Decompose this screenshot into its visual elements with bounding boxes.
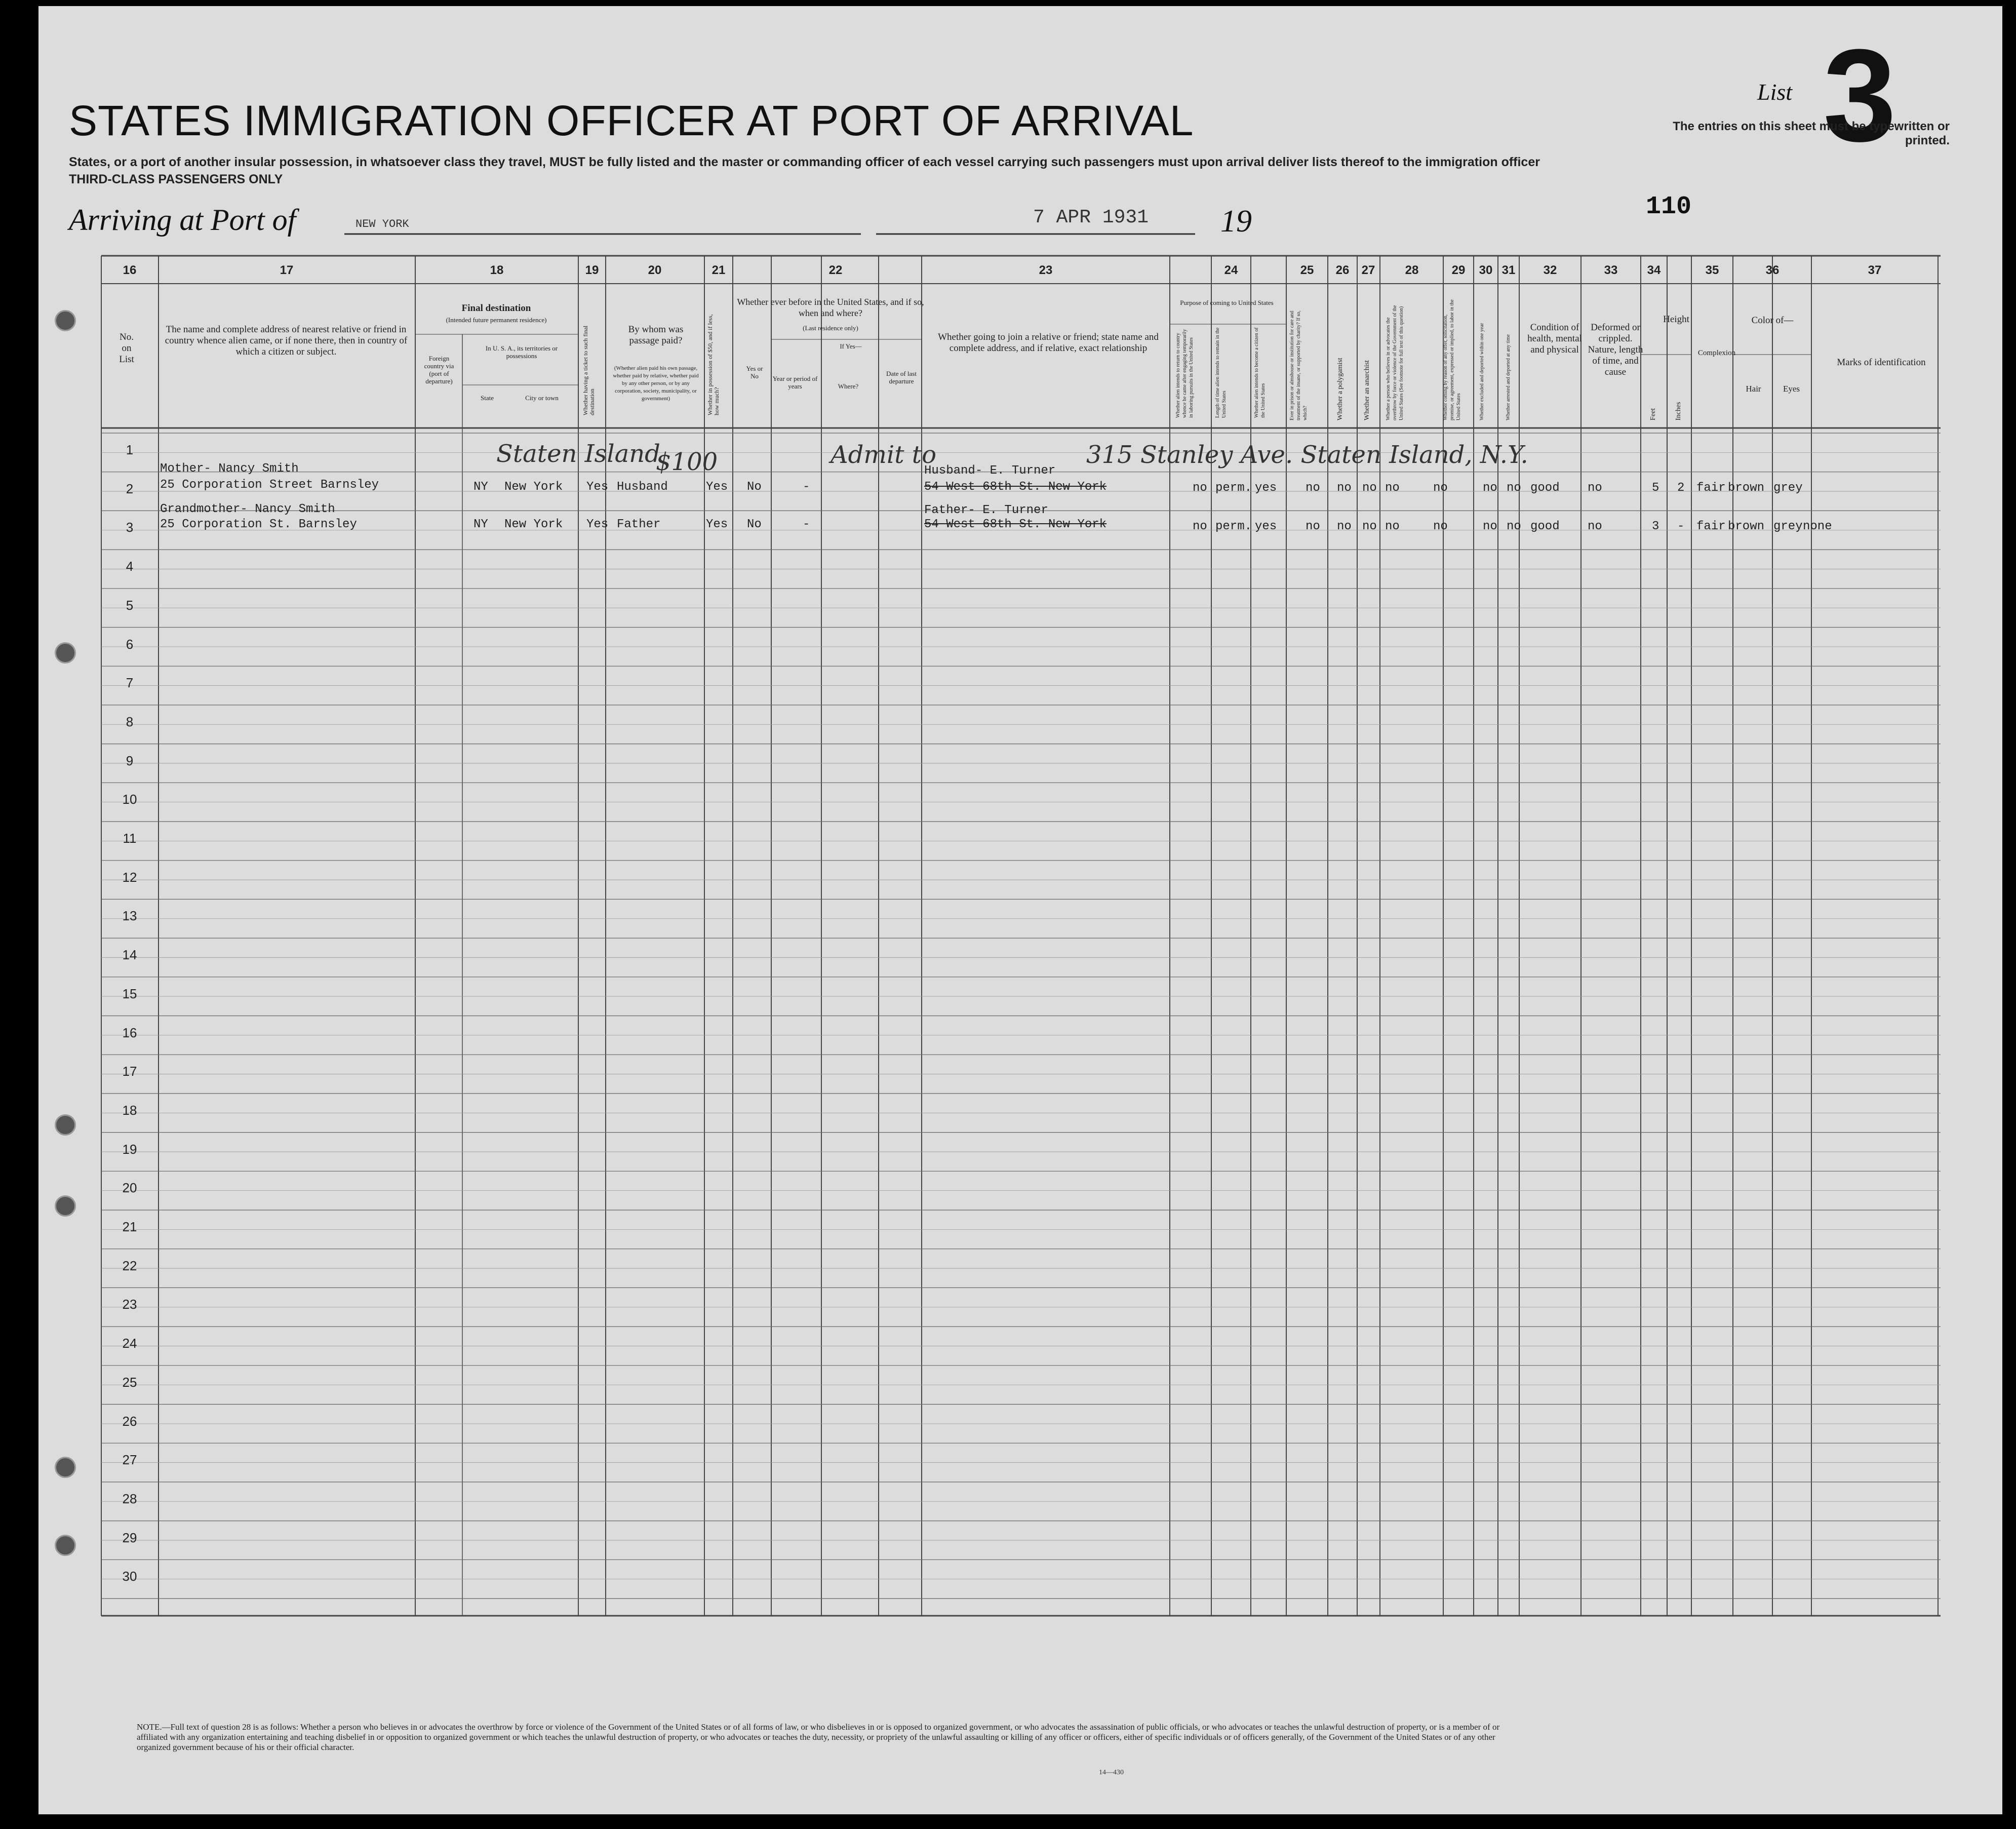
column-number: 28 [1405,263,1419,277]
row-number: 8 [126,714,134,729]
header-eyes: Eyes [1783,384,1800,394]
row2-ticket: Yes [586,518,609,531]
row1-year: - [803,480,810,494]
header-year-period: Year or period of years [772,375,818,390]
column-number: 16 [123,263,137,277]
row1-eyes: grey [1773,481,1803,495]
row-number: 1 [126,442,134,457]
header-ever-before: Whether ever before in the United States, and if so, when and where? [737,297,924,318]
row1-ticket: Yes [586,480,609,494]
row1-city: New York [504,480,563,494]
header-foreign-country: Foreign country via (port of departure) [424,355,454,385]
row1-hair: brown [1728,481,1765,495]
row-number: 7 [126,675,134,691]
row-number: 2 [126,481,134,496]
header-feet: Feet [1649,408,1657,420]
row2-polygamist: no [1337,520,1352,533]
row1-deformed: no [1588,481,1602,495]
header-passage-paid: By whom was passage paid? [628,324,684,346]
header-no-on-list: No. on List [119,332,134,365]
row2-state: NY [473,518,488,531]
row2-possession: Yes [706,518,728,531]
header-complexion: Complexion [1697,349,1736,357]
row2-deformed: no [1588,520,1602,533]
row-number: 25 [122,1374,137,1390]
header-prison: Ever in prison or almshouse or institution for care and treatment of the insane, or supported by charity? If so, which? [1289,310,1308,420]
row-number: 22 [122,1258,137,1273]
handwritten-admitted: Admit to [831,441,936,469]
class-note: THIRD-CLASS PASSENGERS ONLY [69,172,283,186]
row1-q31: no [1507,481,1521,495]
row-number: 21 [122,1219,137,1234]
header-final-destination: Final destination [461,303,531,314]
header-purpose-b: Length of time alien intends to remain in the United States [1215,327,1227,418]
row2-q30: no [1483,520,1497,533]
footnote-q28: NOTE.—Full text of question 28 is as follows: Whether a person who believes in or advocates the overthrow by force or violence of the Government of the United States or of all forms of law, or who disbelieves in or is opposed to organized government, or who advocates the assassination of public officials, or who advocates or teaches the unlawful destruction of property, or is a member of or affiliated with any organization entertaining and teaching disbelief in or opposition to organized government or which teaches the unlawful destruction of property, or who advocates or teaches the duty, necessity, or propriety of the unlawful assaulting or killing of any officer or officers, either of specific individuals or of officers generally, of the Government of the United States or of any other organized government because of his or their official character. [137,1722,1500,1752]
row1-ever-before: No [747,480,762,494]
column-number: 26 [1335,263,1350,277]
handwritten-address: 315 Stanley Ave. Staten Island, N.Y. [1086,441,1528,469]
row2-join-name: Father- E. Turner [924,503,1048,517]
row1-relative-address: 25 Corporation Street Barnsley [160,478,379,492]
column-number: 24 [1224,263,1238,277]
row-number: 17 [122,1064,137,1079]
header-ever-before-sub: (Last residence only) [803,324,858,332]
sheet-number: 110 [1646,192,1692,221]
row-number: 5 [126,597,134,613]
row-number: 13 [122,908,137,924]
header-height: Height [1663,314,1689,325]
row-number: 3 [126,520,134,535]
row2-q31: no [1507,520,1521,533]
row2-prison: no [1306,520,1320,533]
header-health: Condition of health, mental and physical [1527,322,1582,355]
row-number: 16 [122,1025,137,1040]
header-passage-paid-sub: (Whether alien paid his own passage, whether paid by relative, whether paid by any other person, or by any corporation, society, municipality, or government) [613,365,699,402]
row1-purpose-b: perm. [1215,481,1252,495]
row2-year: - [803,518,810,531]
header-q31: Whether arrested and deported at any time [1506,334,1511,420]
row-number: 20 [122,1180,137,1196]
header-q30: Whether excluded and deported within one year [1479,323,1485,420]
row1-polygamist: no [1337,481,1352,495]
row1-q29: no [1433,481,1448,495]
row-number: 6 [126,636,134,652]
row1-join-address: 54 West 68th St. New York [924,480,1107,494]
row2-inches: - [1677,520,1685,533]
row-number: 30 [122,1569,137,1584]
row2-marks: none [1803,520,1832,533]
row-number: 4 [126,559,134,574]
header-date-last-departure: Date of last departure [886,370,917,385]
row1-q30: no [1483,481,1497,495]
header-nearest-relative: The name and complete address of nearest relative or friend in country whence alien came, or if none there, then in country of which a citizen or subject. [165,324,408,357]
row2-city: New York [504,518,563,531]
header-purpose-c: Whether alien intends to become a citizen of the United States [1254,327,1266,418]
header-where: Where? [838,382,859,390]
row2-q28: no [1385,520,1400,533]
header-if-yes: If Yes— [840,342,862,350]
column-number: 34 [1647,263,1661,277]
row1-purpose-c: yes [1255,481,1277,495]
handwritten-destination: Staten Island [496,440,660,468]
row1-anarchist: no [1362,481,1377,495]
row-number: 26 [122,1413,137,1429]
row1-health: good [1530,481,1560,495]
list-label: List [1757,79,1793,105]
header-polygamist: Whether a polygamist [1336,358,1344,420]
row-number: 15 [122,986,137,1001]
row1-prison: no [1306,481,1320,495]
row1-purpose-a: no [1193,481,1207,495]
entries-note: The entries on this sheet must be typewritten or printed. [1673,120,1950,147]
row-number: 18 [122,1102,137,1118]
row2-eyes: grey [1773,520,1803,533]
header-color-of: Color of— [1751,315,1794,326]
port-value: NEW YORK [355,218,409,230]
column-number: 25 [1300,263,1314,277]
row-number: 24 [122,1336,137,1351]
arriving-label: Arriving at Port of [69,203,296,237]
row2-q29: no [1433,520,1448,533]
column-number: 29 [1451,263,1466,277]
column-number: 18 [490,263,504,277]
notice-text: States, or a port of another insular possession, in whatsoever class they travel, MUST be fully listed and the master or commanding officer of each vessel carrying such passengers must upon arrival deliver lists thereof to the immigration officer [69,155,1540,169]
row2-relative-name: Grandmother- Nancy Smith [160,502,335,516]
row1-relative-name: Mother- Nancy Smith [160,462,299,476]
header-yes-or-no: Yes or No [746,365,763,380]
row2-paid-by: Father [617,518,661,531]
header-anarchist: Whether an anarchist [1363,360,1371,420]
column-number: 22 [828,263,843,277]
date-stamp: 7 APR 1931 [1033,207,1149,228]
header-hair: Hair [1746,384,1761,394]
row2-feet: 3 [1652,520,1659,533]
header-state: State [481,394,494,402]
column-number: 37 [1868,263,1882,277]
row1-possession: Yes [706,480,728,494]
row2-purpose-c: yes [1255,520,1277,533]
header-in-usa: In U. S. A., its territories or possessions [485,344,558,360]
column-number: 36 [1765,263,1780,277]
year-label: 19 [1220,204,1252,239]
row2-health: good [1530,520,1560,533]
row2-hair: brown [1728,520,1765,533]
form-number: 14—430 [1099,1769,1124,1776]
row-number: 14 [122,947,137,963]
row1-state: NY [473,480,488,494]
column-number: 35 [1705,263,1719,277]
header-inches: Inches [1675,402,1682,420]
row-number: 19 [122,1141,137,1157]
row2-ever-before: No [747,518,762,531]
header-city: City or town [525,394,559,402]
column-number: 33 [1604,263,1618,277]
row1-feet: 5 [1652,481,1659,495]
row2-join-address: 54 West 68th St. New York [924,518,1107,531]
handwritten-money: $100 [656,448,718,476]
list-number: 3 [1823,22,1896,169]
row-number: 11 [123,831,137,846]
column-number: 23 [1039,263,1053,277]
column-number: 27 [1361,263,1375,277]
header-purpose-a: Whether alien intends to return to country whence he came after engaging temporarily in laboring pursuits in the United States [1175,329,1194,418]
row-number: 29 [122,1530,137,1545]
header-ticket: Whether having a ticket to such final destination [582,325,596,415]
header-purpose: Purpose of coming to United States [1180,299,1274,306]
column-number: 31 [1501,263,1516,277]
column-number: 20 [648,263,662,277]
header-joining: Whether going to join a relative or friend; state name and complete address, and if relative, exact relationship [938,332,1159,354]
column-number: 19 [585,263,599,277]
header-q28: Whether a person who believes in or advocates the overthrow by force or violence of the Government of the United States (See footnote for full text of this question) [1386,305,1404,420]
header-deformed: Deformed or crippled. Nature, length of time, and cause [1588,322,1643,377]
row-number: 23 [122,1297,137,1312]
row2-complexion: fair [1696,520,1726,533]
row1-join-name: Husband- E. Turner [924,464,1056,478]
row1-complexion: fair [1696,481,1726,495]
row-number: 12 [122,869,137,885]
row1-paid-by: Husband [617,480,668,494]
row-number: 10 [122,792,137,807]
row-number: 28 [122,1491,137,1506]
row2-purpose-a: no [1193,520,1207,533]
row1-inches: 2 [1677,481,1685,495]
row1-q28: no [1385,481,1400,495]
column-number: 30 [1479,263,1493,277]
header-marks: Marks of identification [1837,357,1926,368]
row2-purpose-b: perm. [1215,520,1252,533]
row2-relative-address: 25 Corporation St. Barnsley [160,518,357,531]
header-final-destination-sub: (Intended future permanent residence) [446,316,547,324]
row-number: 27 [122,1452,137,1468]
row2-anarchist: no [1362,520,1377,533]
column-number: 17 [280,263,294,277]
column-number: 32 [1543,263,1557,277]
column-number: 21 [711,263,726,277]
header-q29: Whether coming by reason of any offer, solicitation, promise, or agreement, expressed or implied, to labor in the United States [1443,299,1461,420]
row-number: 9 [126,753,134,768]
form-title: STATES IMMIGRATION OFFICER AT PORT OF ARRIVAL [69,97,1194,144]
header-possession-50: Whether in possession of $50, and if less, how much? [706,314,720,415]
